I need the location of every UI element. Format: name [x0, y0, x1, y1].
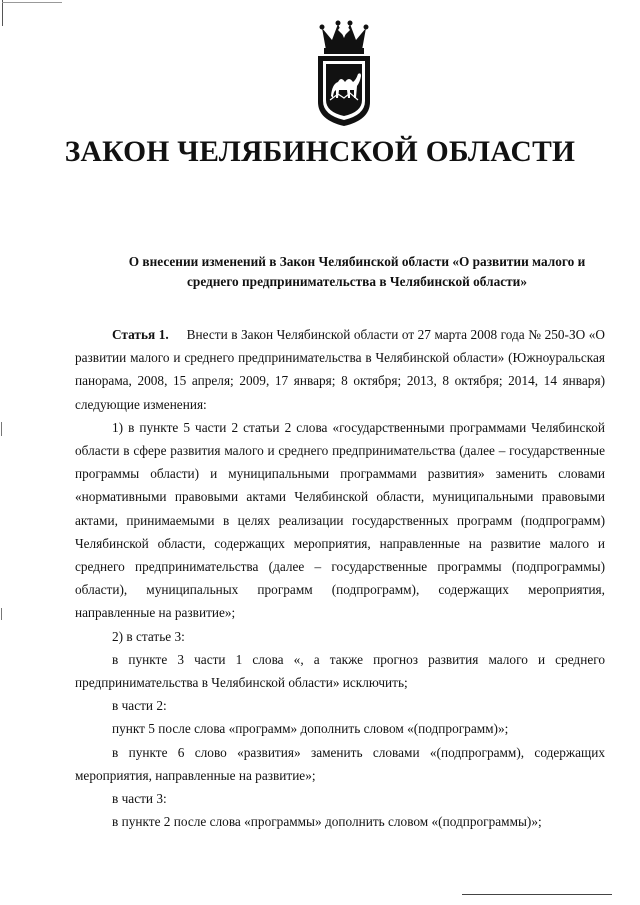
- document-body: [75, 323, 605, 833]
- paragraph: в части 2:: [112, 698, 167, 714]
- scan-edge-line: [2, 2, 62, 3]
- scan-edge-mark: [1, 608, 2, 620]
- paragraph: в части 3:: [112, 791, 167, 807]
- paragraph: в пункте 6 слово «развития» заменить словами «(подпрограмм), содержащих мероприятия, направленные на развитие»;: [75, 744, 605, 783]
- paragraph-text: Внести в Закон Челябинской области от 27 марта 2008 года № 250-ЗО «О развитии малого и среднего предпринимательства в Челябинской области» (Южноуральская панорама, 2008, 15 апреля; 2009, 17 января; 8 октября; 2013, 8 октября; 2014, 14 января) следующие изменения:: [75, 327, 605, 412]
- document-subtitle: [112, 252, 602, 292]
- paragraph: 2) в статье 3:: [112, 628, 185, 644]
- paragraph: пункт 5 после слова «программ» дополнить словом «(подпрограмм)»;: [112, 721, 509, 737]
- scan-edge-mark: [1, 422, 2, 436]
- article-label: Статья 1.: [112, 327, 169, 342]
- scan-edge-line: [2, 0, 3, 26]
- paragraph: [75, 323, 605, 416]
- paragraph: в пункте 3 части 1 слова «, а также прогноз развития малого и среднего предпринимательства в Челябинской области» исключить;: [75, 651, 605, 691]
- paragraph: в пункте 2 после слова «программы» дополнить словом «(подпрограммы)»;: [112, 814, 542, 830]
- subtitle-line: О внесении изменений в Закон Челябинской области «О развитии малого и: [128, 254, 586, 269]
- scan-edge-line: [462, 894, 612, 895]
- subtitle-line: среднего предпринимательства в Челябинской области»: [187, 274, 527, 289]
- coat-of-arms-emblem: [308, 20, 380, 128]
- document-title: ЗАКОН ЧЕЛЯБИНСКОЙ ОБЛАСТИ: [64, 136, 576, 168]
- paragraph: 1) в пункте 5 части 2 статьи 2 слова «государственными программами Челябинской области в сфере развития малого и среднего предпринимательства (далее – государственные программы области) и муниципальными программами развития» заменить словами «нормативными правовыми актами Челябинской области, муниципальными правовыми актами, принимаемыми в целях реализации государственных программ (подпрограмм) Челябинской области, содержащих мероприятия, направленные на развитие малого и среднего предпринимательства (далее – государственные программы (подпрограммы) области), муниципальных программ (подпрограмм), содержащих мероприятия, направленные на развитие»;: [75, 419, 605, 621]
